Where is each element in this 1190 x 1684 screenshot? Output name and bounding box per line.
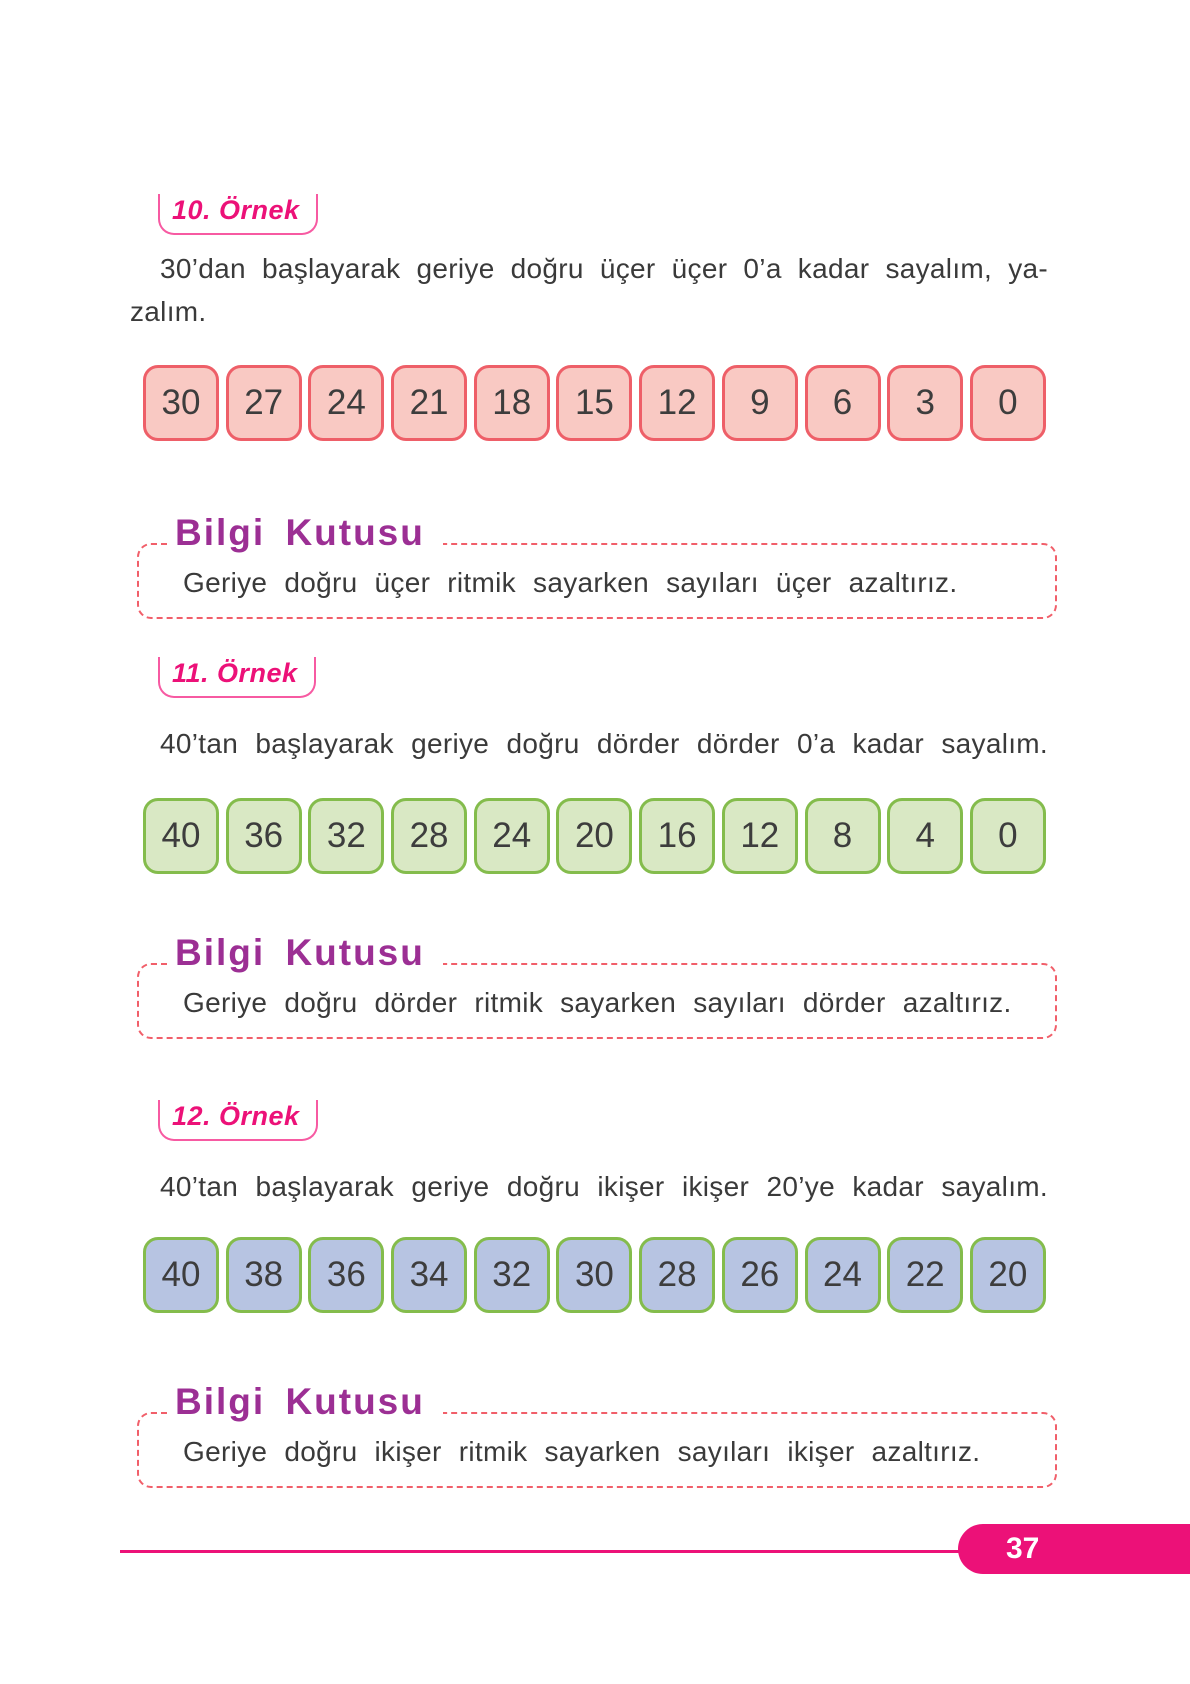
- number-card: 18: [474, 365, 550, 441]
- example-heading-label: 10. Örnek: [158, 194, 318, 235]
- paragraph-line: 40’tan başlayarak geriye doğru dörder dörder 0’a kadar sayalım.: [160, 728, 1048, 759]
- number-row-count-back-by-twos: [143, 1237, 1046, 1313]
- number-card: 24: [308, 365, 384, 441]
- number-card: 22: [887, 1237, 963, 1313]
- info-box: [137, 931, 1057, 1039]
- number-card: 0: [970, 798, 1046, 874]
- number-card: 40: [143, 1237, 219, 1313]
- number-card: 34: [391, 1237, 467, 1313]
- number-card: 38: [226, 1237, 302, 1313]
- number-card: 0: [970, 365, 1046, 441]
- example-12-text: [130, 1165, 1048, 1208]
- info-box-title: Bilgi Kutusu: [169, 511, 443, 554]
- number-card: 16: [639, 798, 715, 874]
- info-box: [137, 1380, 1057, 1488]
- number-card: 40: [143, 798, 219, 874]
- number-card: 20: [970, 1237, 1046, 1313]
- number-card: 24: [805, 1237, 881, 1313]
- example-heading-label: 12. Örnek: [158, 1100, 318, 1141]
- example-11-text: [130, 722, 1048, 765]
- info-box-text: Geriye doğru üçer ritmik sayarken sayıları üçer azaltırız.: [183, 567, 958, 598]
- number-card: 36: [308, 1237, 384, 1313]
- number-card: 12: [639, 365, 715, 441]
- number-card: 32: [474, 1237, 550, 1313]
- number-card: 20: [556, 798, 632, 874]
- number-card: 6: [805, 365, 881, 441]
- paragraph-line: 30’dan başlayarak geriye doğru üçer üçer 0’a kadar sayalım, ya-: [160, 253, 1048, 284]
- number-card: 9: [722, 365, 798, 441]
- info-box-text: Geriye doğru dörder ritmik sayarken sayıları dörder azaltırız.: [183, 987, 1012, 1018]
- number-card: 15: [556, 365, 632, 441]
- number-card: 30: [556, 1237, 632, 1313]
- info-box-text: Geriye doğru ikişer ritmik sayarken sayıları ikişer azaltırız.: [183, 1436, 981, 1467]
- info-box-title: Bilgi Kutusu: [169, 931, 443, 974]
- number-card: 12: [722, 798, 798, 874]
- info-box-frame: [137, 963, 1057, 1039]
- footer-rule: [120, 1550, 960, 1553]
- number-card: 32: [308, 798, 384, 874]
- number-card: 21: [391, 365, 467, 441]
- paragraph-line: zalım.: [130, 296, 207, 327]
- page-number-badge: [958, 1524, 1190, 1574]
- info-box-frame: [137, 543, 1057, 619]
- example-heading-12: [158, 1100, 318, 1141]
- number-card: 28: [391, 798, 467, 874]
- number-card: 4: [887, 798, 963, 874]
- number-card: 28: [639, 1237, 715, 1313]
- number-row-count-back-by-fours: [143, 798, 1046, 874]
- example-heading-label: 11. Örnek: [158, 657, 316, 698]
- number-card: 27: [226, 365, 302, 441]
- page-number: 37: [1006, 1532, 1040, 1565]
- number-card: 8: [805, 798, 881, 874]
- number-card: 24: [474, 798, 550, 874]
- example-heading-11: [158, 657, 316, 698]
- number-row-count-back-by-threes: [143, 365, 1046, 441]
- info-box-title: Bilgi Kutusu: [169, 1380, 443, 1423]
- example-10-text: [130, 247, 1048, 333]
- number-card: 30: [143, 365, 219, 441]
- example-heading-10: [158, 194, 318, 235]
- number-card: 26: [722, 1237, 798, 1313]
- info-box: [137, 511, 1057, 619]
- number-card: 3: [887, 365, 963, 441]
- number-card: 36: [226, 798, 302, 874]
- info-box-frame: [137, 1412, 1057, 1488]
- paragraph-line: 40’tan başlayarak geriye doğru ikişer ikişer 20’ye kadar sayalım.: [160, 1171, 1048, 1202]
